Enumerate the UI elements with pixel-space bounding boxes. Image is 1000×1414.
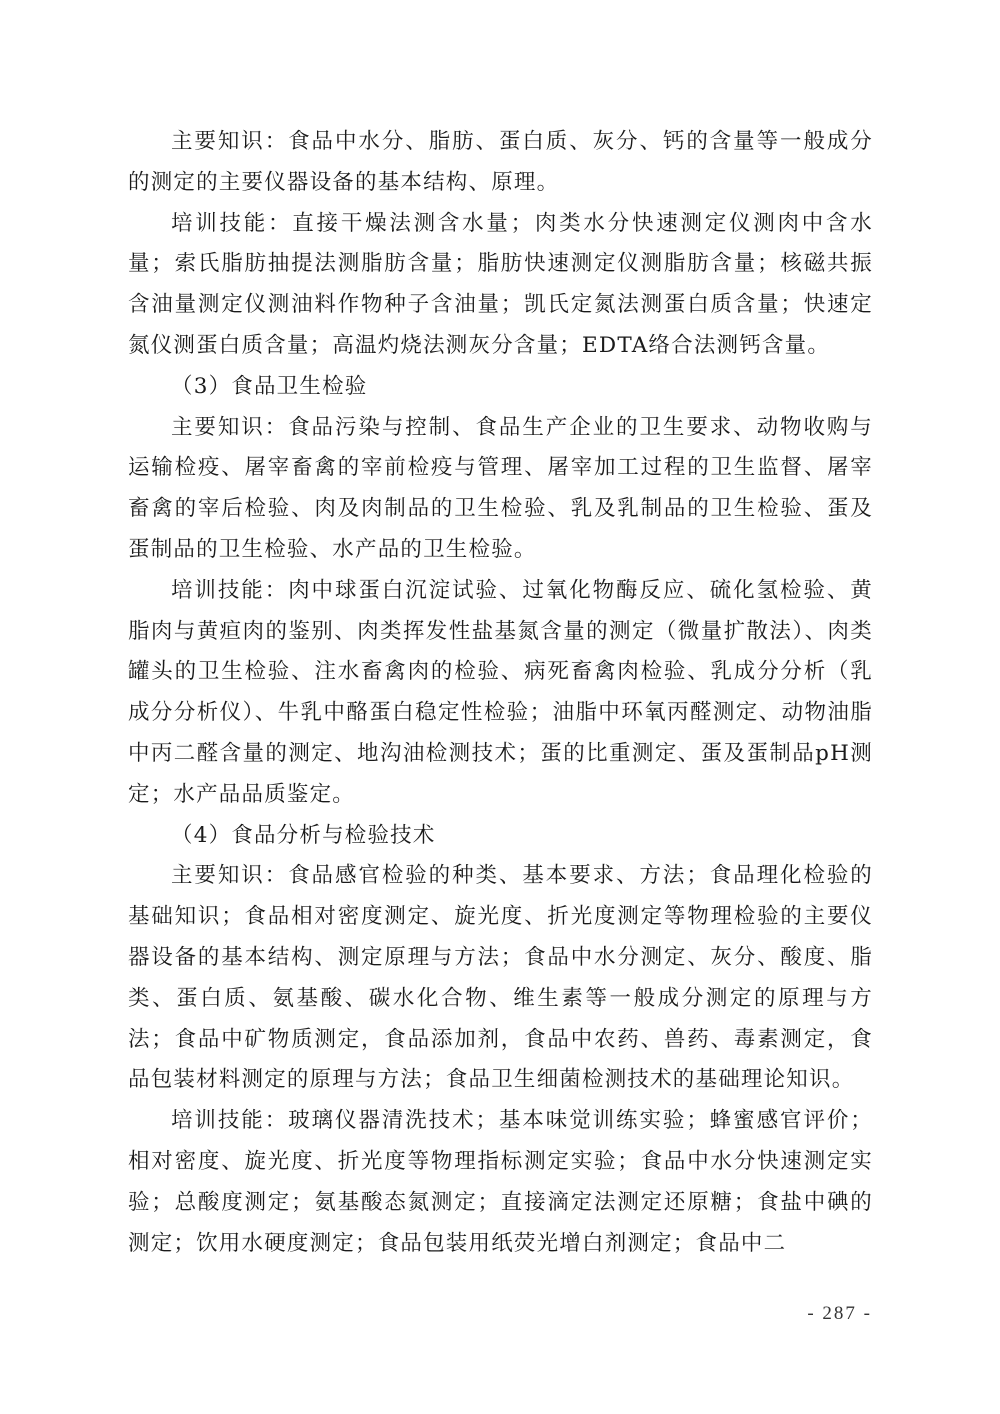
paragraph-training-skills-3: 培训技能：玻璃仪器清洗技术；基本味觉训练实验；蜂蜜感官评价；相对密度、旋光度、折光度等物理指标测定实验；食品中水分快速测定实验；总酸度测定；氨基酸态氮测定；直接滴定法测定还原糖；食盐中碘的测定；饮用水硬度测定；食品包装用纸荧光增白剂测定；食品中二 [128,1108,873,1256]
paragraph-training-skills-1: 培训技能：直接干燥法测含水量；肉类水分快速测定仪测肉中含水量；索氏脂肪抽提法测脂肪含量；脂肪快速测定仪测脂肪含量；核磁共振含油量测定仪测油料作物种子含油量；凯氏定氮法测蛋白质含量；快速定氮仪测蛋白质含量；高温灼烧法测灰分含量；EDTA络合法测钙含量。 [128,210,873,358]
paragraph-main-knowledge-1: 主要知识：食品中水分、脂肪、蛋白质、灰分、钙的含量等一般成分的测定的主要仪器设备的基本结构、原理。 [128,129,873,195]
section-heading-food-analysis: （4）食品分析与检验技术 [171,822,436,848]
section-heading-food-hygiene: （3）食品卫生检验 [171,373,368,399]
paragraph-main-knowledge-3: 主要知识：食品感官检验的种类、基本要求、方法；食品理化检验的基础知识；食品相对密度测定、旋光度、折光度测定等物理检验的主要仪器设备的基本结构、测定原理与方法；食品中水分测定、灰分、酸度、脂类、蛋白质、氨基酸、碳水化合物、维生素等一般成分测定的原理与方法；食品中矿物质测定，食品添加剂，食品中农药、兽药、毒素测定，食品包装材料测定的原理与方法；食品卫生细菌检测技术的基础理论知识。 [128,863,873,1093]
document-body [128,122,873,1264]
page-number: - 287 - [807,1303,872,1324]
paragraph-training-skills-2: 培训技能：肉中球蛋白沉淀试验、过氧化物酶反应、硫化氢检验、黄脂肉与黄疸肉的鉴别、肉类挥发性盐基氮含量的测定（微量扩散法）、肉类罐头的卫生检验、注水畜禽肉的检验、病死畜禽肉检验、乳成分分析（乳成分分析仪）、牛乳中酪蛋白稳定性检验；油脂中环氧丙醛测定、动物油脂中丙二醛含量的测定、地沟油检测技术；蛋的比重测定、蛋及蛋制品pH测定；水产品品质鉴定。 [128,577,873,807]
paragraph-main-knowledge-2: 主要知识：食品污染与控制、食品生产企业的卫生要求、动物收购与运输检疫、屠宰畜禽的宰前检疫与管理、屠宰加工过程的卫生监督、屠宰畜禽的宰后检验、肉及肉制品的卫生检验、乳及乳制品的卫生检验、蛋及蛋制品的卫生检验、水产品的卫生检验。 [128,414,873,562]
